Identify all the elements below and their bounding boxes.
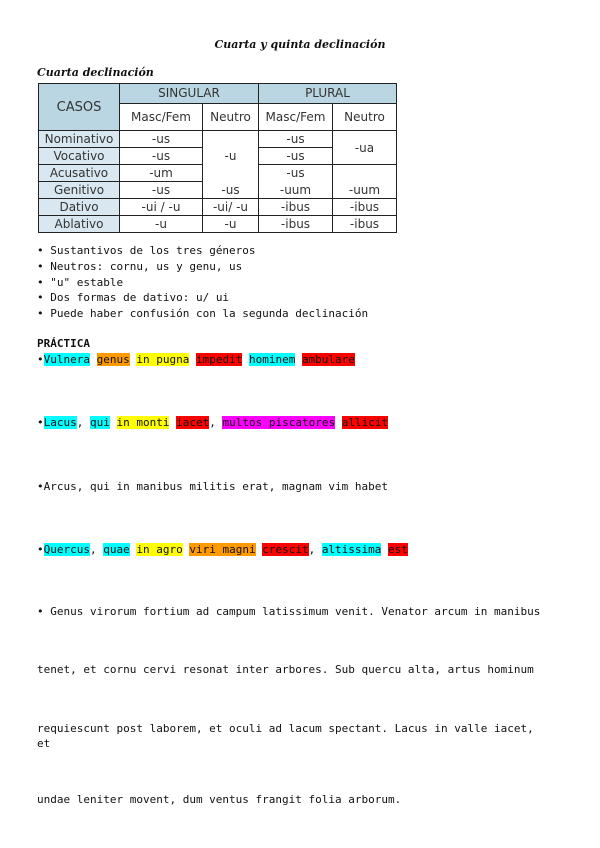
table-cell: -us: [203, 182, 259, 199]
list-item: • Neutros: cornu, us y genu, us: [37, 259, 368, 275]
paragraph-line: undae leniter movent, dum ventus frangit folia arborum.: [37, 793, 402, 806]
table-cell: -us: [120, 131, 203, 148]
highlighted-word: viri magni: [189, 543, 256, 556]
paragraph-line: • Genus virorum fortium ad campum latissimum venit. Venator arcum in manibus: [37, 605, 541, 618]
sg-neutro-header: Neutro: [203, 104, 259, 131]
case-label: Genitivo: [39, 182, 120, 199]
neutro-pl-shared-cell: -ua: [333, 131, 397, 165]
punctuation: ,: [76, 416, 90, 429]
list-item: • Puede haber confusión con la segunda declinación: [37, 306, 368, 322]
table-cell: -uum: [259, 182, 333, 199]
paragraph-line: requiescunt post laborem, et oculi ad lacum spectant. Lacus in valle iacet,: [37, 722, 534, 735]
declension-table: [38, 83, 397, 233]
table-row: [39, 199, 397, 216]
table-row: [39, 131, 397, 148]
case-label: Vocativo: [39, 148, 120, 165]
punctuation: ,: [89, 543, 104, 556]
table-cell: -ui / -u: [120, 199, 203, 216]
highlighted-word: Lacus: [43, 416, 77, 429]
table-cell: -ui/ -u: [203, 199, 259, 216]
pl-mascfem-header: Masc/Fem: [259, 104, 333, 131]
highlighted-word: in pugna: [136, 353, 190, 366]
table-cell: -u: [203, 216, 259, 233]
singular-header: SINGULAR: [120, 84, 259, 104]
case-label: Acusativo: [39, 165, 120, 182]
casos-header: CASOS: [39, 84, 120, 131]
punctuation: ,: [209, 416, 223, 429]
table-row: [39, 216, 397, 233]
table-row: [39, 182, 397, 199]
punctuation: ,: [308, 543, 322, 556]
pl-neutro-header: Neutro: [333, 104, 397, 131]
table-cell: -ibus: [333, 199, 397, 216]
neutro-sg-shared-cell: -u: [203, 131, 259, 182]
table-cell: -um: [120, 165, 203, 182]
highlighted-word: iacet: [176, 416, 210, 429]
highlighted-word: qui: [90, 416, 110, 429]
highlighted-word: altissima: [321, 543, 382, 556]
sg-mascfem-header: Masc/Fem: [120, 104, 203, 131]
paragraph-text: Genus virorum fortium ad campum latissimum venit. Venator arcum in manibus: [50, 605, 541, 618]
table-cell: [333, 165, 397, 182]
sentence-2: [37, 415, 388, 431]
plural-header: PLURAL: [259, 84, 397, 104]
highlighted-word: multos piscatores: [222, 416, 336, 429]
table-cell: -uum: [333, 182, 397, 199]
document-title: Cuarta y quinta declinación: [214, 38, 386, 51]
list-item: • Dos formas de dativo: u/ ui: [37, 290, 368, 306]
table-cell: -ibus: [259, 199, 333, 216]
highlighted-word: quae: [103, 543, 130, 556]
paragraph-line: et: [37, 737, 51, 750]
list-item: • Sustantivos de los tres géneros: [37, 243, 368, 259]
table-cell: -us: [259, 148, 333, 165]
table-cell: -us: [120, 148, 203, 165]
highlighted-word: hominem: [248, 353, 296, 366]
highlighted-word: genus: [96, 353, 130, 366]
table-cell: -us: [120, 182, 203, 199]
sentence-text: Arcus, qui in manibus militis erat, magnam vim habet: [43, 480, 388, 493]
sentence-1: [37, 352, 355, 368]
table-cell: -ibus: [259, 216, 333, 233]
highlighted-word: est: [388, 543, 408, 556]
highlighted-word: Vulnera: [43, 353, 90, 366]
case-label: Dativo: [39, 199, 120, 216]
highlighted-word: crescit: [262, 543, 309, 556]
paragraph-line: tenet, et cornu cervi resonat inter arbores. Sub quercu alta, artus hominum: [37, 663, 534, 676]
table-cell: -u: [120, 216, 203, 233]
highlighted-word: Quercus: [43, 543, 90, 556]
list-item: • "u" estable: [37, 275, 368, 291]
practica-heading: PRÁCTICA: [37, 337, 90, 350]
highlighted-word: in monti: [116, 416, 170, 429]
table-cell: -us: [259, 165, 333, 182]
sentence-4: [37, 542, 408, 558]
sentence-3: [37, 479, 388, 495]
notes-list: [37, 243, 368, 322]
table-cell: -us: [259, 131, 333, 148]
highlighted-word: allicit: [341, 416, 389, 429]
case-label: Ablativo: [39, 216, 120, 233]
section-subtitle: Cuarta declinación: [37, 66, 154, 79]
case-label: Nominativo: [39, 131, 120, 148]
table-cell: -ibus: [333, 216, 397, 233]
highlighted-word: ambulare: [301, 353, 355, 366]
highlighted-word: in agro: [136, 543, 183, 556]
highlighted-word: impedit: [195, 353, 243, 366]
